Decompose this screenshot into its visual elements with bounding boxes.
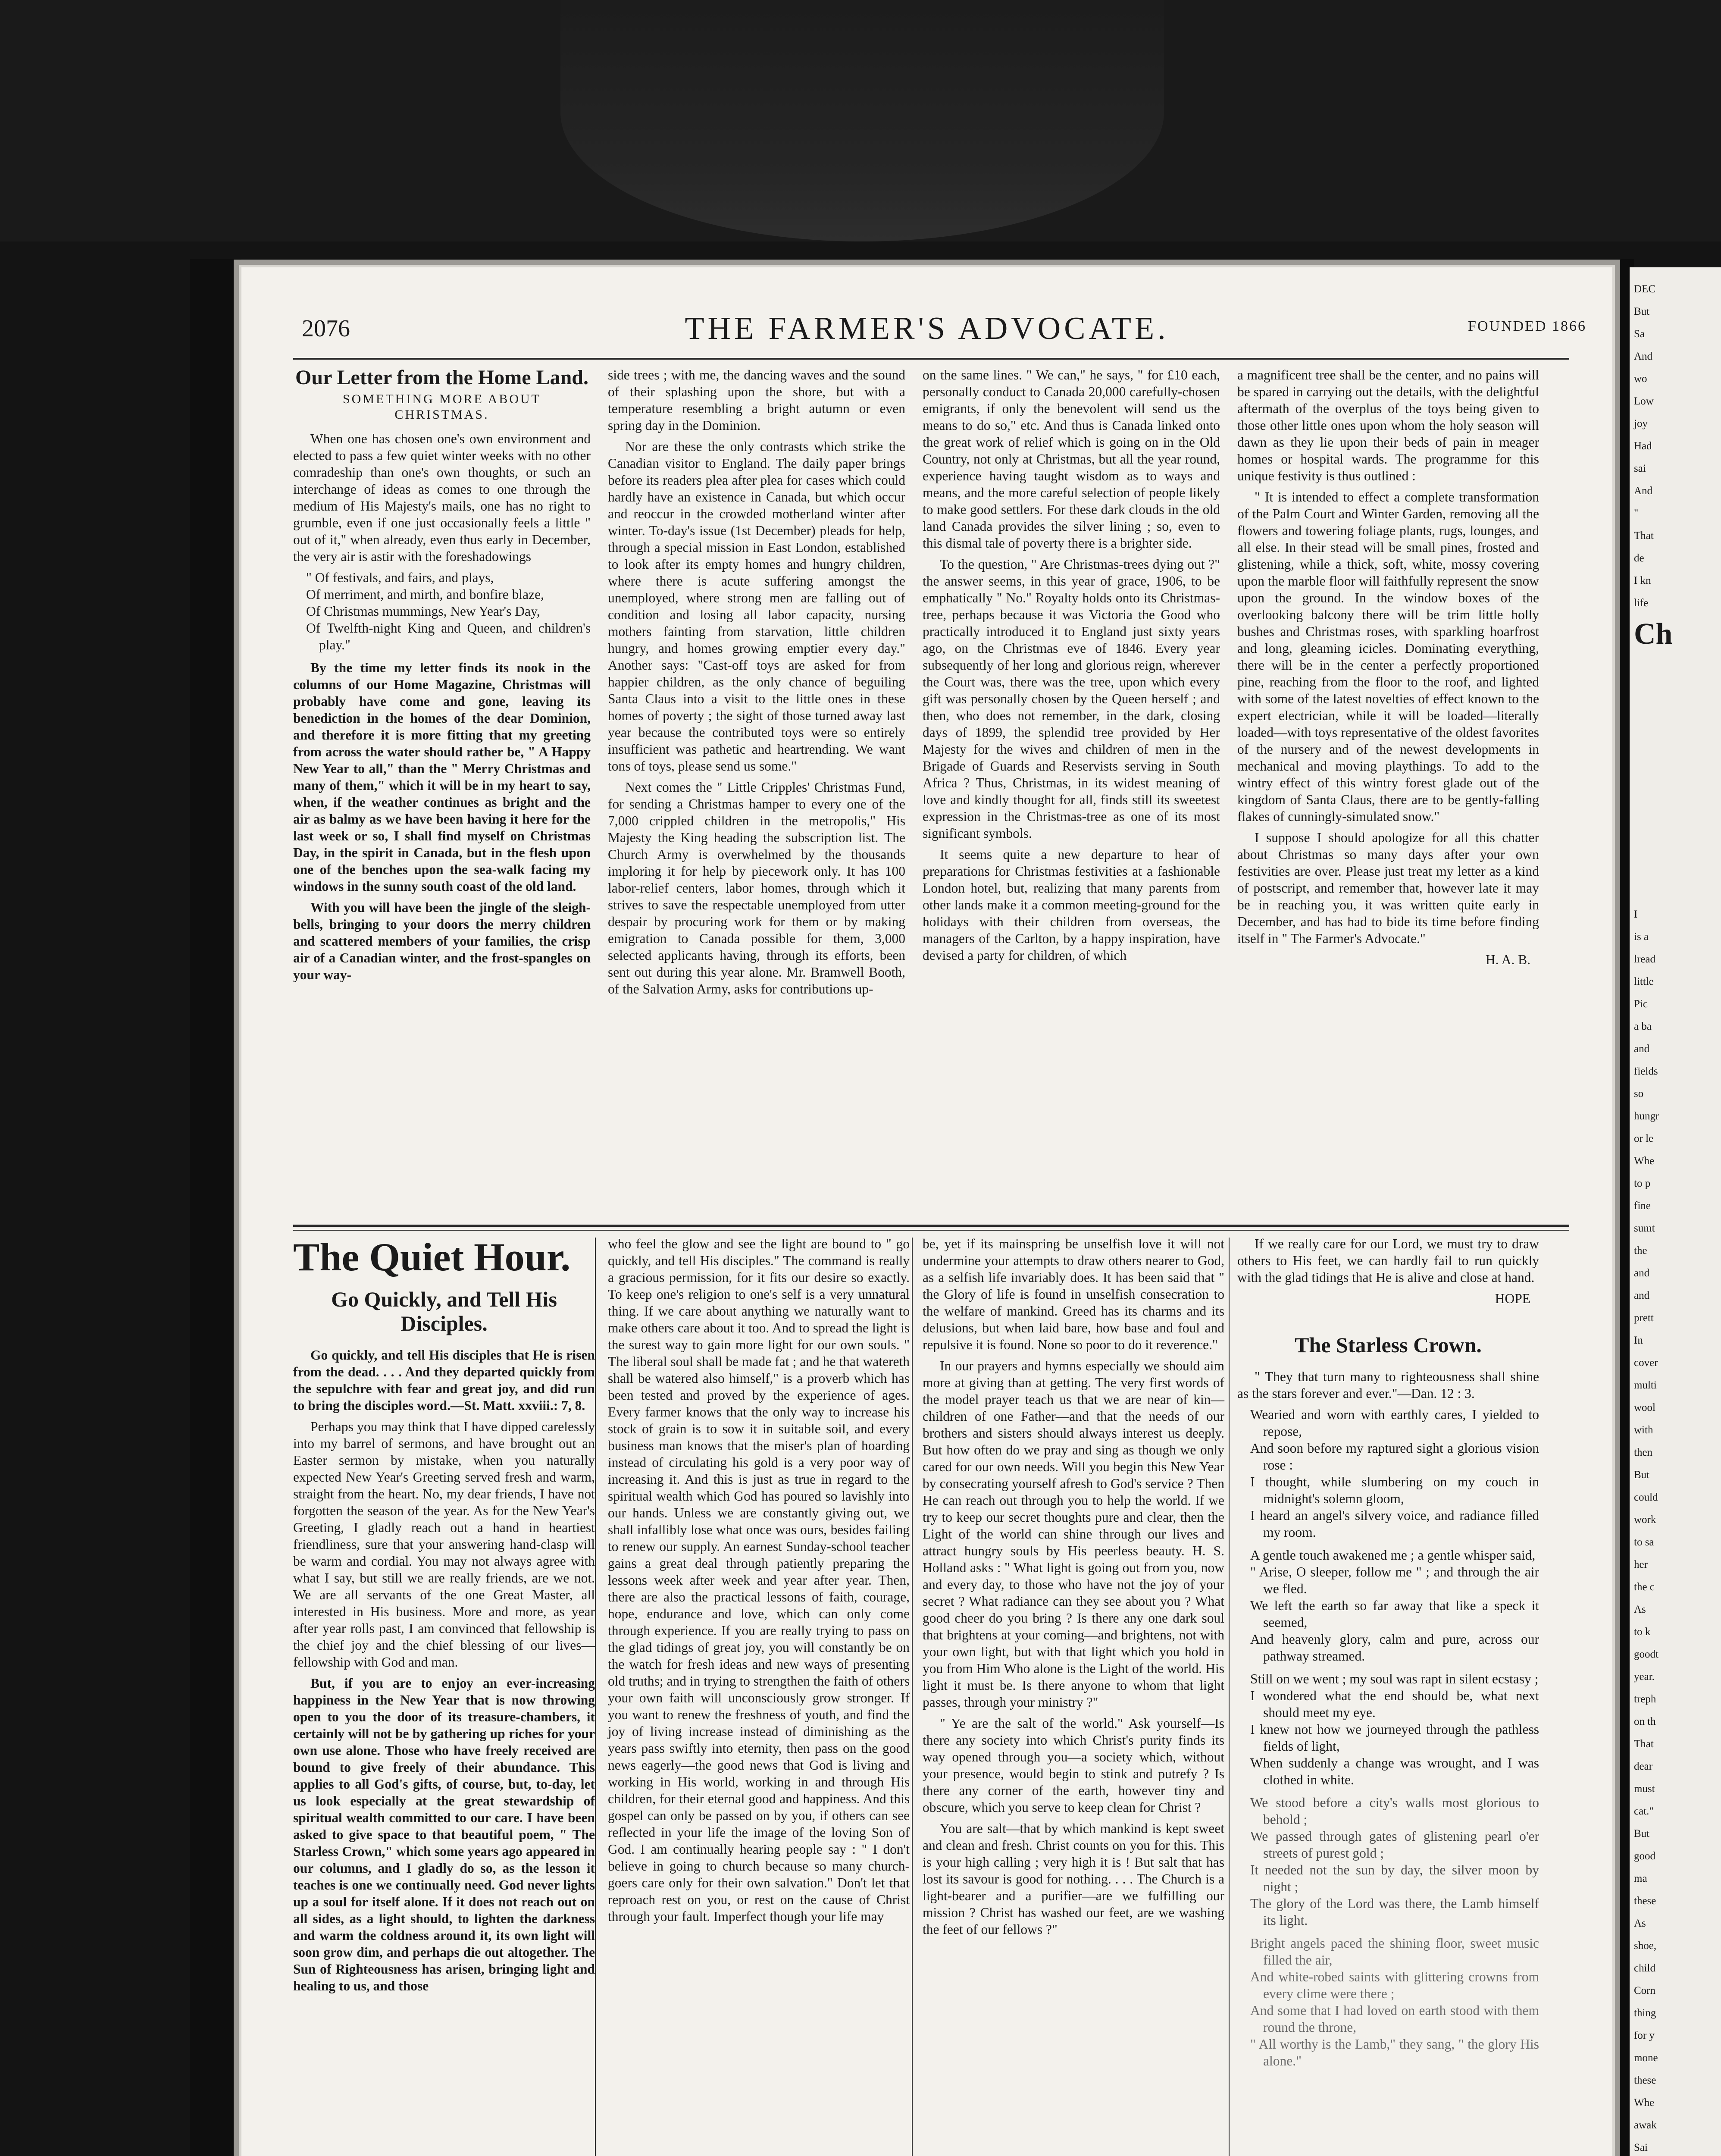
adjacent-text-fragment: sumt (1634, 1222, 1655, 1234)
poem-stanza (1250, 1406, 1539, 1541)
adjacent-text-fragment: these (1634, 1895, 1656, 1907)
letter-paragraph: To the question, " Are Christmas-trees dying out ?" the answer seems, in this year of grace, 1906, to be emphatically " No." Royalty holds onto its Christmas-tree, perhaps because it was Victoria the Good who practically introduced it to England just sixty years ago, on the Christmas eve of 1846. Every year subsequently of her long and glorious reign, wherever the Court was, there was the tree, upon which every gift was personally chosen by the Queen herself ; and then, who does not remember, in the dark, closing days of 1899, the splendid tree provided by Her Majesty for the wives and children of men in the Brigade of Guards and Reservists serving in South Africa ? Thus, Christmas, in its widest meaning of love and kindly thought for all, finds still its sweetest expression in the Christmas-tree as one of its most significant symbols. (923, 557, 1220, 841)
adjacent-text-fragment: I kn (1634, 575, 1651, 586)
letter-paragraph: By the time my letter finds its nook in the columns of our Home Magazine, Christmas will probably have come and gone, leaving its benediction in the homes of the dear Dominion, and therefore it is more fitting that my greeting from across the water should rather be, " A Happy New Year to all," than the " Merry Christmas and many of them," which it will be in my heart to say, when, if the weather continues as bright and the air as balmy as we have been having it here for the last week or so, I shall find myself on Christmas Day, in the spirit in Canada, but in the flesh upon one of the benches upon the sea-walk facing my windows in the sunny south coast of the old land. (293, 660, 591, 894)
adjacent-text-fragment: dear (1634, 1761, 1653, 1772)
poem-line: We left the earth so far away that like a speck it seemed, (1250, 1598, 1539, 1630)
adjacent-text-fragment: In (1634, 1335, 1643, 1346)
letter-paragraph: It seems quite a new departure to hear of preparations for Christmas festivities at a fashionable London hotel, but, realizing that many parents from other lands make it a common meeting-ground for the holidays with their children from overseas, the managers of the Carlton, by a happy inspiration, have devised a party for children, of which (923, 847, 1220, 963)
page-number: 2076 (302, 315, 350, 342)
adjacent-text-fragment: lread (1634, 953, 1655, 965)
poem-line: We stood before a city's walls most glorious to behold ; (1250, 1795, 1539, 1827)
quiet-hour-paragraph: You are salt—that by which mankind is kept sweet and clean and fresh. Christ counts on you for this. This is your high calling ; very high it is ! But salt that has lost its savour is good for nothing. . . . The Church is a light-bearer and a purifier—are we fulfilling our mission ? Christ has washed our feet, are we washing the feet of our fellows ?" (923, 1821, 1224, 1937)
adjacent-text-fragment: Corn (1634, 1985, 1655, 1996)
adjacent-text-fragment: and (1634, 1290, 1650, 1301)
adjacent-text-fragment: Whe (1634, 1155, 1655, 1167)
poem-line: I heard an angel's silvery voice, and radiance filled my room. (1250, 1508, 1539, 1540)
poem-line: It needed not the sun by day, the silver moon by night ; (1250, 1862, 1539, 1894)
letter-paragraph: When one has chosen one's own environment and elected to pass a few quiet winter weeks with no other comradeship than one's own thoughts, or such an interchange of ideas as comes to one through the medium of His Majesty's mails, one has no right to grumble, even if one just occasionally feels a little " out of it," when already, even thus early in December, the very air is astir with the foreshadowings (293, 431, 591, 564)
adjacent-text-fragment: then (1634, 1447, 1653, 1458)
adjacent-text-fragment: Had (1634, 440, 1652, 452)
poem-stanza (1250, 1670, 1539, 1788)
poem-title: The Starless Crown. (1295, 1333, 1482, 1357)
quiet-hour-paragraph: be, yet if its mainspring be unselfish love it will not undermine your attempts to draw others nearer to God, as a selfish life invariably does. It has been said that " the Glory of life is found in unselfish consecration to the welfare of mankind. Greed has its charms and its delusions, but when laid bare, how base and foul and repulsive it is found. None so poor to do it reverence." (923, 1236, 1224, 1352)
adjacent-text-fragment: year. (1634, 1671, 1655, 1683)
founded-label: FOUNDED 1866 (1468, 318, 1586, 334)
adjacent-text-fragment: As (1634, 1604, 1646, 1615)
adjacent-text-fragment: with (1634, 1424, 1653, 1436)
quiet-hour-column-4 (1237, 1235, 1539, 2075)
adjacent-text-fragment: to p (1634, 1178, 1651, 1189)
adjacent-text-fragment: awak (1634, 2119, 1657, 2131)
adjacent-text-fragment: de (1634, 552, 1644, 564)
masthead-title: THE FARMER'S ADVOCATE. (685, 311, 1169, 346)
poem-line: And white-robed saints with glittering crowns from every clime were there ; (1250, 1969, 1539, 2001)
poem-stanza (1250, 1935, 1539, 2069)
adjacent-text-fragment: little (1634, 976, 1654, 987)
adjacent-text-fragment: ma (1634, 1873, 1647, 1884)
letter-paragraph: " It is intended to effect a complete transformation of the Palm Court and Winter Garden, removing all the flowers and towering foliage plants, rugs, lounges, and all else. In their stead will be small pines, frosted and glistening, while a thick, soft, white, mossy covering upon the marble floor will faithfully represent the snow upon the ground. In the window boxes of the overlooking balcony there will be trim little holly bushes and Christmas roses, with sparkling hoarfrost and long, gleaming icicles. Dominating everything, there will be in the center a perfectly proportioned pine, reaching from the floor to the roof, and lighted with some of the latest novelties of effect known to the expert electrician, while it will be loaded—literally loaded—with toys representative of the oldest favorites of the nursery and of the newest developments in mechanical and moving playthings. To add to the wintry effect of this wintry forest glade out of the kingdom of Santa Claus, there are to be gently-falling flakes of cunningly-simulated snow." (1237, 489, 1539, 824)
verse-line: " Of festivals, and fairs, and plays, (306, 570, 494, 585)
adjacent-text-fragment: wo (1634, 373, 1647, 385)
letter-column-4 (1237, 367, 1539, 968)
poem-line: Wearied and worn with earthly cares, I yielded to repose, (1250, 1407, 1539, 1439)
letter-paragraph: on the same lines. " We can," he says, " for £10 each, personally conduct to Canada 20,000 carefully-chosen emigrants, if only the benevolent will send us the means to do so," etc. And thus is Canada linked onto the great work of relief which is going on in the Old Country, not only at Christmas, but all the year round, experience having taught wisdom as to ways and means, and the more careful selection of people likely to make good settlers. For these dark clouds in the old land Canada provides the silver lining ; so, even to this dismal tale of poverty there is a brighter side. (923, 367, 1220, 551)
quiet-hour-signature: HOPE (1495, 1291, 1530, 1306)
adjacent-text-fragment: That (1634, 530, 1654, 542)
poem-stanza (1250, 1794, 1539, 1929)
quiet-hour-column-3 (923, 1235, 1224, 1942)
letter-paragraph: side trees ; with me, the dancing waves and the sound of their splashing upon the shore, but with a temperature resembling a bright autumn or even spring day in the Dominion. (608, 367, 905, 433)
quiet-hour-paragraph: who feel the glow and see the light are bound to " go quickly, and tell His disciples." The command is really a gracious permission, for it fits our desire so exactly. To keep one's religion to one's self is a very unnatural thing. If we care about anything we naturally want to make others care about it too. And to spread the light is the surest way to gain more light for our own souls. " The liberal soul shall be made fat ; and he that watereth shall be watered also himself," is a proverb which has been tested and proved by the experience of ages. Every farmer knows that the only way to increase his stock of grain is to sow it in suitable soil, and every business man knows that the miser's plan of hoarding instead of circulating his gold is a very poor way of increasing it. And this is just as true in regard to the spiritual wealth which God has poured so lavishly into our hands. Unless we are constantly giving out, we shall infallibly lose what once was ours, besides failing to renew our supply. An earnest Sunday-school teacher gains a great deal through patiently preparing the lessons week after week and year after year. Then, there are also the practical lessons of faith, courage, hope, endurance and love, which can only come through experience. If you are really trying to pass on the glad tidings of great joy, you will constantly be on the watch for fresh ideas and new ways of presenting old truths; and in trying to strengthen the faith of others your own faith will unconsciously grow stronger. If you want to renew the freshness of youth, and find the joy of living increase instead of diminishing as the years pass swiftly into eternity, then pass on the good news eagerly—the good news that God is living and working in His world, working in and through His children, for their eternal good and happiness. And this gospel can only be passed on by you, if others can see reflected in your life the image of the loving Son of God. I am continually hearing people say : " I don't believe in going to church because so many church-goers care only for their own salvation." Don't let that reproach rest on you, or rest on the cause of Christ through your fault. Imperfect though your life may (608, 1236, 910, 1924)
adjacent-page (1630, 267, 1721, 2156)
poem-line: I knew not how we journeyed through the pathless fields of light, (1250, 1722, 1539, 1754)
adjacent-text-fragment: treph (1634, 1693, 1656, 1705)
poem-epigraph: " They that turn many to righteousness shall shine as the stars forever and ever."—Dan. 12 : 3. (1237, 1369, 1539, 1401)
letter-signature: H. A. B. (1485, 952, 1530, 967)
adjacent-text-fragment: the c (1634, 1581, 1655, 1593)
adjacent-text-fragment: wool (1634, 1402, 1655, 1413)
adjacent-text-fragment: work (1634, 1514, 1656, 1526)
adjacent-text-fragment: prett (1634, 1312, 1654, 1324)
poem-line: The glory of the Lord was there, the Lamb himself its light. (1250, 1896, 1539, 1928)
adjacent-text-fragment: Sai (1634, 2142, 1648, 2153)
adjacent-text-fragment: fine (1634, 1200, 1651, 1212)
column-divider (912, 1238, 913, 2156)
letter-paragraph: a magnificent tree shall be the center, and no pains will be spared in carrying out the details, with the delightful aftermath of the overplus of the toys being given to those other little ones upon whom the holy season will dawn as they lie upon their beds of pain in meager homes or hospital wards. The programme for this unique festivity is thus outlined : (1237, 367, 1539, 483)
adjacent-text-fragment: life (1634, 597, 1649, 609)
poem-line: A gentle touch awakened me ; a gentle whisper said, (1250, 1548, 1536, 1563)
letter-paragraph: With you will have been the jingle of the sleigh-bells, bringing to your doors the merry children and scattered members of your families, the crisp air of a Canadian winter, and the frost-spangles on your way- (293, 900, 591, 982)
verse-line: Of Christmas mummings, New Year's Day, (306, 604, 540, 619)
adjacent-text-fragment: her (1634, 1559, 1648, 1570)
adjacent-text-fragment: hungr (1634, 1110, 1659, 1122)
adjacent-text-fragment: and (1634, 1043, 1650, 1055)
adjacent-text-fragment: and (1634, 1267, 1650, 1279)
adjacent-text-fragment: to k (1634, 1626, 1651, 1638)
adjacent-text-fragment: the (1634, 1245, 1647, 1257)
letter-column-3 (923, 367, 1220, 968)
poem-line: And heavenly glory, calm and pure, across our pathway streamed. (1250, 1632, 1539, 1664)
letter-title: Our Letter from the Home Land. (295, 366, 588, 389)
newspaper-page (241, 267, 1612, 2156)
adjacent-text-fragment: multi (1634, 1379, 1657, 1391)
quiet-hour-column-1 (293, 1235, 595, 1999)
letter-column-2 (608, 367, 905, 1002)
adjacent-text-fragment: Sa (1634, 328, 1645, 340)
adjacent-text-fragment: Pic (1634, 998, 1648, 1010)
column-divider (1229, 1238, 1230, 2156)
letter-paragraph: I suppose I should apologize for all this chatter about Christmas so many days after your own festivities are over. Please just treat my letter as a kind of postscript, and remember that, however late it may be in reaching you, it was written quite early in December, and has had to bide its time before finding itself in " The Farmer's Advocate." (1237, 830, 1539, 946)
adjacent-text-fragment: shoe, (1634, 1940, 1657, 1952)
adjacent-text-fragment: so (1634, 1088, 1644, 1100)
poem-line: When suddenly a change was wrought, and I was clothed in white. (1250, 1755, 1539, 1787)
adjacent-text-fragment: a ba (1634, 1021, 1652, 1032)
section-rule (293, 1225, 1569, 1227)
poem-line: Bright angels paced the shining floor, sweet music filled the air, (1250, 1936, 1539, 1968)
poem-line: We passed through gates of glistening pearl o'er streets of purest gold ; (1250, 1829, 1539, 1861)
poem-stanza (1250, 1547, 1539, 1664)
adjacent-text-fragment: mone (1634, 2052, 1658, 2064)
adjacent-text-fragment: " (1634, 508, 1639, 519)
adjacent-text-fragment: But (1634, 306, 1650, 317)
poem-line: Still on we went ; my soul was rapt in silent ecstasy ; (1250, 1671, 1539, 1686)
column-divider (595, 1238, 596, 2156)
poem-line: I wondered what the end should be, what next should meet my eye. (1250, 1688, 1539, 1720)
poem-line: " All worthy is the Lamb," they sang, " the glory His alone." (1250, 2037, 1539, 2068)
quiet-hour-paragraph: But, if you are to enjoy an ever-increasing happiness in the New Year that is now throwing open to you the door of its treasure-chambers, it certainly will not be by gathering up riches for your own use alone. Those who have freely received are bound to give freely of their abundance. This applies to all God's gifts, of course, but, to-day, let us look especially at the great stewardship of spiritual wealth committed to our care. I have been asked to give space to that beautiful poem, " The Starless Crown," which some years ago appeared in our columns, and I gladly do so, as the lesson it teaches is one we continually need. God never lights up a soul for itself alone. If it does not reach out on all sides, as a light should, to lighten the darkness and warm the coldness around it, its own light will soon grow dim, and perhaps die out altogether. The Sun of Righteousness has arisen, bringing light and healing to us, and those (293, 1676, 595, 1993)
adjacent-text-fragment: is a (1634, 931, 1649, 943)
left-binding-edge (190, 259, 241, 2156)
letter-column-1 (293, 367, 591, 987)
adjacent-text-fragment: That (1634, 1738, 1654, 1750)
adjacent-text-fragment: on th (1634, 1716, 1656, 1727)
quiet-hour-paragraph: In our prayers and hymns especially we should aim more at giving than at getting. The very first words of the model prayer teach us that we are near of kin—children of one Father—and that the needs of our brothers and sisters should always interest us deeply. But how often do we pray and sing as though we only cared for our own needs. Will you begin this New Year by consecrating yourself afresh to God's service ? Then He can reach out through you to help the world. If we try to keep our secret thoughts pure and clear, then the Light of the world can shine through our lives and attract hungry souls by His peerless beauty. H. S. Holland asks : " What light is going out from you, now and every day, to those who have not the joy of your secret ? What radiance can they see about you ? What good cheer do you bring ? Is there any one dark soul that brightens at your coming—and brightens, not with your own light, but with that light which you hold in you from Him Who alone is the Light of the world. His light it must be. Is there anyone to whom that light passes, through your ministry ?" (923, 1358, 1224, 1710)
adjacent-text-fragment: As (1634, 1918, 1646, 1929)
letter-paragraph: Next comes the " Little Cripples' Christmas Fund, for sending a Christmas hamper to every one of the 7,000 crippled children in the metropolis," His Majesty the King heading the subscription list. The Church Army is overwhelmed by the thousands imploring it for help by piecework only. It has 100 labor-relief centers, labor homes, through which it strives to save the respectable unemployed from utter despair by procuring work for them or by making emigration to Canada possible for them, 3,000 selected applicants having, through its efforts, been sent out during this year alone. Mr. Bramwell Booth, of the Salvation Army, asks for contributions up- (608, 780, 905, 997)
quiet-hour-column-2 (608, 1235, 910, 1929)
section-rule-thin (293, 1230, 1569, 1231)
letter-paragraph: Nor are these the only contrasts which strike the Canadian visitor to England. The daily paper brings before its readers plea after plea for cases which could hardly have an existence in Canada, but which occur and reoccur in the crowded motherland winter after winter. To-day's issue (1st December) pleads for help, through a special mission in East London, established to look after its empty homes and hungry children, where there is acute suffering amongst the unemployed, where strong men are falling out of condition and losing all labor capacity, nursing mothers fainting from starvation, little children hungry, and homes growing emptier every day." Another says: "Cast-off toys are asked for from happier children, as the only chance of beguiling Santa Claus into a visit to the little ones in these homes of poverty ; the sight of those turned away last year because the contributed toys were so entirely insufficient was pathetic and heartrending. We want tons of toys, please send us some." (608, 439, 905, 774)
adjacent-text-fragment: could (1634, 1492, 1658, 1503)
adjacent-text-fragment: sai (1634, 463, 1646, 474)
adjacent-text-fragment: I (1634, 909, 1638, 920)
poem-line: " Arise, O sleeper, follow me " ; and through the air we fled. (1250, 1564, 1539, 1596)
adjacent-text-fragment: Low (1634, 395, 1654, 407)
letter-subtitle: SOMETHING MORE ABOUT CHRISTMAS. (342, 392, 541, 422)
quiet-hour-epigraph: Go quickly, and tell His disciples that He is risen from the dead. . . . And they departed quickly from the sepulchre with fear and great joy, and did run to bring the disciples word.—St. Matt. xxviii.: 7, 8. (293, 1348, 595, 1413)
quiet-hour-paragraph: If we really care for our Lord, we must try to draw others to His feet, we can hardly fail to run quickly with the glad tidings that He is alive and close at hand. (1237, 1236, 1539, 1285)
verse-line: Of merriment, and mirth, and bonfire blaze, (306, 587, 544, 602)
adjacent-text-fragment: for y (1634, 2030, 1655, 2041)
quiet-hour-paragraph: " Ye are the salt of the world." Ask yourself—Is there any society into which Christ's purity finds its way opened through you—a society which, without your presence, would begin to stink and putrefy ? Is there any corner of the earth, however tiny and obscure, which you serve to keep clean for Christ ? (923, 1716, 1224, 1815)
adjacent-text-fragment: thing (1634, 2007, 1656, 2019)
adjacent-text-fragment: to sa (1634, 1536, 1654, 1548)
adjacent-text-fragment: must (1634, 1783, 1655, 1795)
adjacent-text-fragment: Whe (1634, 2097, 1655, 2109)
adjacent-text-fragment: cover (1634, 1357, 1658, 1369)
adjacent-text-fragment: DEC (1634, 283, 1655, 295)
adjacent-text-fragment: But (1634, 1828, 1650, 1839)
adjacent-text-fragment: And (1634, 485, 1653, 497)
verse-line: Of Twelfth-night King and Queen, and children's play." (306, 620, 591, 652)
poem-line: I thought, while slumbering on my couch in midnight's solemn gloom, (1250, 1474, 1539, 1506)
adjacent-text-fragment: cat." (1634, 1805, 1654, 1817)
adjacent-text-fragment: But (1634, 1469, 1650, 1481)
adjacent-text-fragment: these (1634, 2075, 1656, 2086)
adjacent-text-fragment: Ch (1634, 617, 1673, 651)
quiet-hour-paragraph: Perhaps you may think that I have dipped carelessly into my barrel of sermons, and have brought out an Easter sermon by mistake, when you naturally expected New Year's Greeting served fresh and warm, straight from the heart. No, my dear friends, I have not forgotten the season of the year. As for the New Year's Greeting, I gladly reach out a hand in heartiest friendliness, sure that your answering hand-clasp will be warm and cordial. You may not always agree with what I say, but still we are really friends, are we not. We are all servants of the one Great Master, all interested in His business. More and more, as year after year rolls past, I am convinced that fellowship is the chief joy and the chief blessing of our lives—fellowship with God and man. (293, 1419, 595, 1670)
adjacent-text-fragment: fields (1634, 1065, 1658, 1077)
adjacent-text-fragment: child (1634, 1962, 1655, 1974)
poem-line: And soon before my raptured sight a glorious vision rose : (1250, 1441, 1539, 1473)
quiet-hour-title: The Quiet Hour. (293, 1235, 571, 1279)
adjacent-text-fragment: good (1634, 1850, 1655, 1862)
adjacent-text-fragment: And (1634, 351, 1653, 362)
quiet-hour-subtitle: Go Quickly, and Tell His Disciples. (331, 1287, 557, 1335)
header-rule (293, 358, 1569, 360)
poem-line: And some that I had loved on earth stood with them round the throne, (1250, 2003, 1539, 2035)
letter-verse (306, 569, 591, 653)
adjacent-text-fragment: goodt (1634, 1648, 1658, 1660)
adjacent-text-fragment: or le (1634, 1133, 1654, 1144)
adjacent-text-fragment: joy (1634, 418, 1648, 429)
